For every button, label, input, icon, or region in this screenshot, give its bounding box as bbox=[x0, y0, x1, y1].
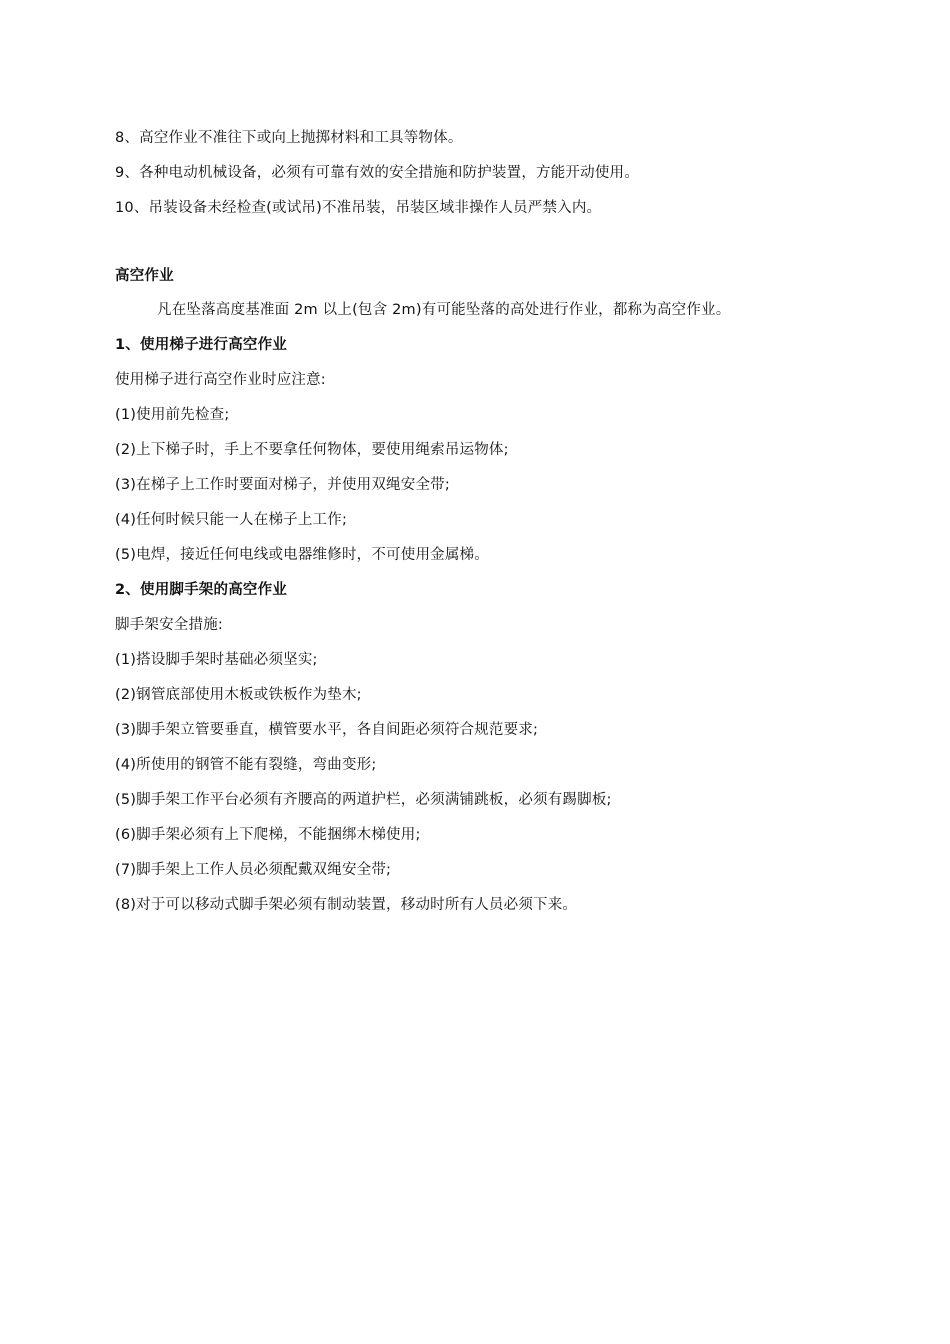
scaffold-item-1: (1)搭设脚手架时基础必须坚实; bbox=[115, 652, 318, 668]
rule-line-9: 9、各种电动机械设备，必须有可靠有效的安全措施和防护装置，方能开动使用。 bbox=[115, 165, 639, 181]
scaffold-item-4: (4)所使用的钢管不能有裂缝，弯曲变形; bbox=[115, 757, 377, 773]
section-title: 高空作业 bbox=[115, 268, 174, 284]
ladder-item-5: (5)电焊，接近任何电线或电器维修时，不可使用金属梯。 bbox=[115, 547, 489, 563]
ladder-item-3: (3)在梯子上工作时要面对梯子，并使用双绳安全带; bbox=[115, 477, 450, 493]
subsection-title-ladder: 1、使用梯子进行高空作业 bbox=[115, 337, 287, 353]
ladder-item-4: (4)任何时候只能一人在梯子上工作; bbox=[115, 512, 348, 528]
ladder-item-1: (1)使用前先检查; bbox=[115, 407, 230, 423]
scaffold-item-5: (5)脚手架工作平台必须有齐腰高的两道护栏，必须满铺跳板，必须有踢脚板; bbox=[115, 792, 612, 808]
scaffold-item-7: (7)脚手架上工作人员必须配戴双绳安全带; bbox=[115, 862, 392, 878]
section-intro: 凡在坠落高度基准面 2m 以上(包含 2m)有可能坠落的高处进行作业，都称为高空作业。 bbox=[157, 302, 731, 318]
subsection-title-scaffold: 2、使用脚手架的高空作业 bbox=[115, 582, 287, 598]
rule-line-10: 10、吊装设备未经检查(或试吊)不准吊装，吊装区域非操作人员严禁入内。 bbox=[115, 200, 602, 216]
ladder-item-2: (2)上下梯子时，手上不要拿任何物体，要使用绳索吊运物体; bbox=[115, 442, 509, 458]
scaffold-item-8: (8)对于可以移动式脚手架必须有制动装置，移动时所有人员必须下来。 bbox=[115, 897, 578, 913]
scaffold-item-3: (3)脚手架立管要垂直，横管要水平，各自间距必须符合规范要求; bbox=[115, 722, 539, 738]
subsection-lead-ladder: 使用梯子进行高空作业时应注意: bbox=[115, 372, 326, 388]
scaffold-item-6: (6)脚手架必须有上下爬梯，不能捆绑木梯使用; bbox=[115, 827, 421, 843]
scaffold-item-2: (2)钢管底部使用木板或铁板作为垫木; bbox=[115, 687, 362, 703]
rule-line-8: 8、高空作业不准往下或向上抛掷材料和工具等物体。 bbox=[115, 130, 463, 146]
subsection-lead-scaffold: 脚手架安全措施: bbox=[115, 617, 223, 633]
